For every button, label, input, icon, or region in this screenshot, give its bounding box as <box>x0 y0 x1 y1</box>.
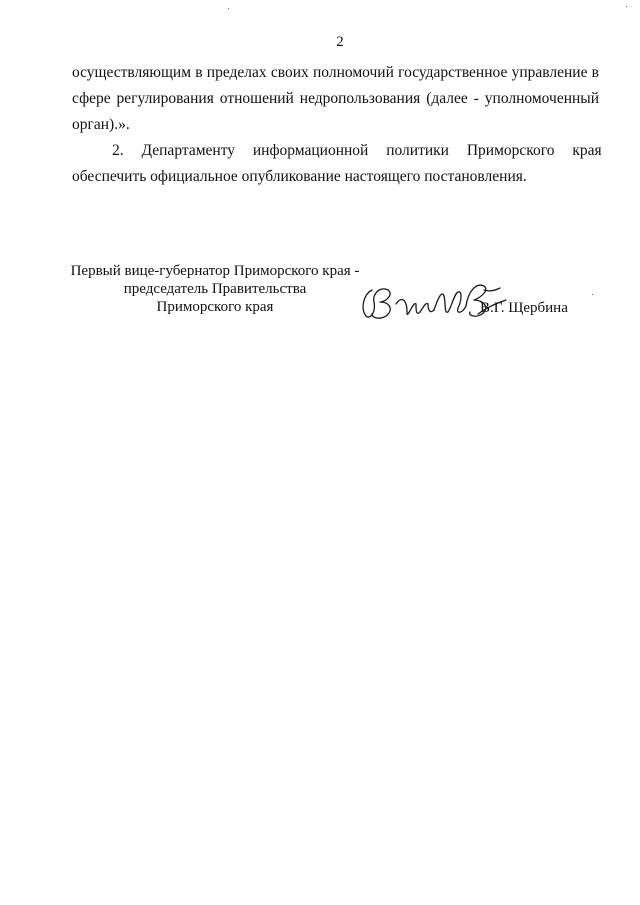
signatory-position-line-3: Приморского края <box>156 299 274 315</box>
paragraph-2-line-2: обеспечить официальное опубликование настоящего постановления. <box>72 168 527 185</box>
paragraph-1-line-1: осуществляющим в пределах своих полномочий государственное управление в <box>72 64 599 81</box>
paragraph-2 <box>72 138 602 190</box>
signatory-name: В.Г. Щербина <box>480 300 568 316</box>
scan-speck <box>626 6 627 7</box>
paragraph-1-line-2: сфере регулирования отношений недропользования (далее - уполномоченный <box>72 90 599 107</box>
signatory-position-line-1: Первый вице-губернатор Приморского края - <box>70 263 360 279</box>
paragraph-1 <box>72 60 599 138</box>
scan-speck <box>228 8 229 9</box>
page-number: 2 <box>336 34 344 50</box>
scan-speck <box>592 294 593 295</box>
paragraph-1-line-3: орган).». <box>72 116 130 133</box>
paragraph-2-line-1: 2. Департаменту информационной политики Приморского края <box>112 142 602 159</box>
signatory-position-line-2: председатель Правительства <box>123 281 307 297</box>
signatory-position <box>60 262 370 316</box>
